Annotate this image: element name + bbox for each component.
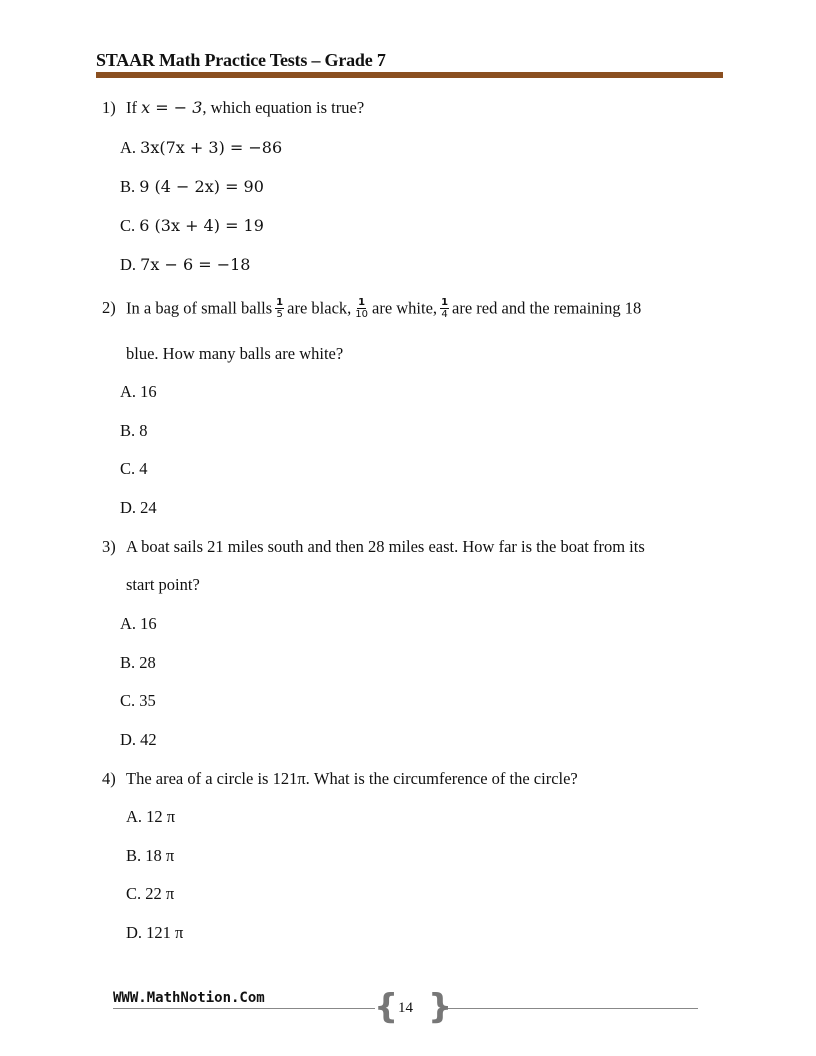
option-4b[interactable]	[126, 846, 174, 866]
fraction-denominator: 4	[441, 309, 448, 320]
option-label: C.	[126, 884, 142, 903]
question-text: are red and the remaining 18	[452, 298, 642, 318]
question-text: , which equation is true?	[202, 98, 365, 117]
option-label: C.	[120, 459, 136, 478]
option-label: A.	[120, 138, 137, 157]
option-3b[interactable]	[120, 653, 156, 673]
page-number: 14	[398, 1000, 413, 1016]
option-text: 16	[140, 382, 157, 401]
footer-website: WWW.MathNotion.Com	[113, 990, 265, 1006]
option-1b[interactable]	[120, 177, 264, 197]
option-1d[interactable]	[120, 255, 250, 275]
option-text: 12 π	[146, 807, 176, 826]
option-label: A.	[120, 382, 137, 401]
question-number: 2)	[102, 298, 116, 318]
question-number: 3)	[102, 537, 116, 556]
page-header-title: STAAR Math Practice Tests – Grade 7	[96, 50, 386, 70]
question-2-line-2: blue. How many balls are white?	[126, 344, 344, 363]
option-4a[interactable]	[126, 807, 175, 827]
option-text: 24	[140, 498, 157, 517]
question-text: In a bag of small balls	[126, 298, 273, 318]
question-1	[102, 98, 364, 118]
option-label: D.	[120, 255, 137, 274]
question-number: 1)	[102, 98, 116, 117]
option-text: 35	[139, 691, 156, 710]
option-text: 16	[140, 614, 157, 633]
option-1a[interactable]	[120, 138, 282, 158]
fraction-numerator: 1	[441, 297, 449, 308]
option-2b[interactable]	[120, 421, 148, 441]
option-label: B.	[120, 653, 136, 672]
page-brace-left: {	[374, 987, 399, 1027]
question-4	[102, 769, 578, 789]
question-text: are black,	[287, 298, 352, 318]
footer-rule-right	[440, 1008, 698, 1009]
option-label: D.	[120, 730, 137, 749]
option-text: 22 π	[145, 884, 175, 903]
page-brace-right: }	[428, 987, 453, 1027]
option-text: 7x − 6 = −18	[140, 255, 251, 274]
fraction-denominator: 5	[276, 309, 283, 320]
option-label: B.	[120, 177, 136, 196]
question-number: 4)	[102, 769, 116, 788]
option-text: 9 (4 − 2x) = 90	[139, 177, 264, 196]
option-4d[interactable]	[126, 923, 183, 943]
fraction-numerator: 1	[358, 297, 366, 308]
question-3	[102, 537, 645, 557]
option-label: A.	[120, 614, 137, 633]
question-text: A boat sails 21 miles south and then 28 miles east. How far is the boat from its	[126, 537, 645, 556]
fraction	[354, 297, 369, 320]
option-4c[interactable]	[126, 884, 174, 904]
option-3c[interactable]	[120, 691, 156, 711]
fraction-numerator: 1	[276, 297, 284, 308]
option-label: C.	[120, 216, 136, 235]
option-label: D.	[120, 498, 137, 517]
option-text: 6 (3x + 4) = 19	[139, 216, 264, 235]
option-label: D.	[126, 923, 143, 942]
question-text: are white,	[372, 298, 438, 318]
option-text: 4	[139, 459, 148, 478]
option-text: 42	[140, 730, 157, 749]
option-label: C.	[120, 691, 136, 710]
option-text: 121 π	[146, 923, 184, 942]
question-text: The area of a circle is 121π. What is the circumference of the circle?	[126, 769, 578, 788]
option-1c[interactable]	[120, 216, 264, 236]
footer-rule-left	[113, 1008, 375, 1009]
option-text: 3x(7x + 3) = −86	[140, 138, 283, 157]
option-2a[interactable]	[120, 382, 157, 402]
option-text: 18 π	[145, 846, 175, 865]
question-math: x = − 3	[141, 98, 203, 117]
option-2c[interactable]	[120, 459, 148, 479]
option-2d[interactable]	[120, 498, 157, 518]
fraction-denominator: 10	[355, 309, 368, 320]
header-rule	[96, 72, 723, 78]
option-text: 28	[139, 653, 156, 672]
option-label: B.	[120, 421, 136, 440]
option-3a[interactable]	[120, 614, 157, 634]
option-3d[interactable]	[120, 730, 157, 750]
question-2	[102, 298, 641, 321]
option-label: B.	[126, 846, 142, 865]
fraction	[275, 297, 284, 320]
fraction	[440, 297, 449, 320]
question-text: If	[126, 98, 142, 117]
question-3-line-2: start point?	[126, 575, 200, 594]
option-text: 8	[139, 421, 148, 440]
option-label: A.	[126, 807, 143, 826]
